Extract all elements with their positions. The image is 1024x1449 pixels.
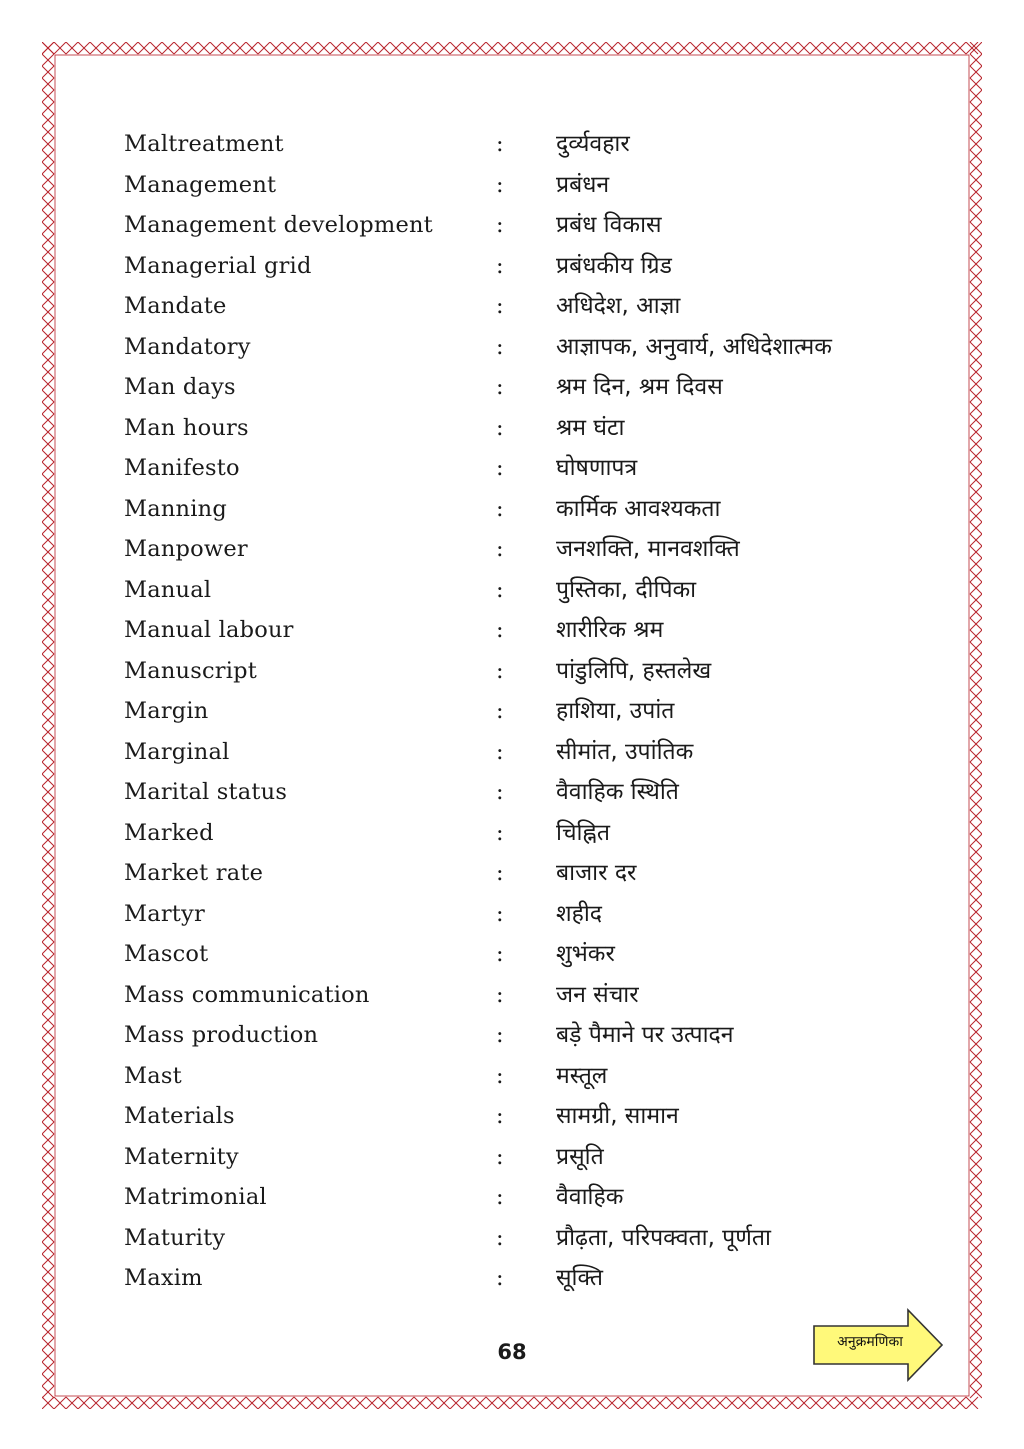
hindi-translation: कार्मिक आवश्यकता xyxy=(556,495,721,522)
hindi-translation: सूक्ति xyxy=(556,1265,603,1291)
separator-colon: : xyxy=(496,131,504,157)
hindi-translation: जन संचार xyxy=(556,981,639,1008)
hindi-translation: जनशक्ति, मानवशक्ति xyxy=(556,536,740,562)
separator-colon: : xyxy=(496,333,504,360)
glossary-row xyxy=(124,975,944,1016)
hindi-translation: अधिदेश, आज्ञा xyxy=(556,293,681,319)
separator-colon: : xyxy=(496,171,504,198)
glossary-row xyxy=(124,1137,944,1178)
english-term: Manifesto xyxy=(124,455,240,481)
english-term: Marital status xyxy=(124,779,288,805)
hindi-translation: श्रम दिन, श्रम दिवस xyxy=(556,374,723,400)
english-term: Mandate xyxy=(124,293,227,319)
hindi-translation: बड़े पैमाने पर उत्पादन xyxy=(556,1022,734,1048)
english-term: Manpower xyxy=(124,536,248,562)
separator-colon: : xyxy=(496,576,504,603)
hindi-translation: प्रबंधकीय ग्रिड xyxy=(556,252,672,279)
english-term: Marked xyxy=(124,819,214,846)
separator-colon: : xyxy=(496,981,504,1008)
separator-colon: : xyxy=(496,1224,504,1251)
english-term: Margin xyxy=(124,698,209,724)
english-term: Martyr xyxy=(124,900,205,927)
english-term: Materials xyxy=(124,1103,235,1129)
separator-colon: : xyxy=(496,900,504,927)
hindi-translation: शुभंकर xyxy=(556,941,615,967)
separator-colon: : xyxy=(496,1022,504,1048)
hindi-translation: शारीरिक श्रम xyxy=(556,617,664,643)
separator-colon: : xyxy=(496,495,504,522)
hindi-translation: बाजार दर xyxy=(556,860,637,886)
separator-colon: : xyxy=(496,1143,504,1170)
english-term: Marginal xyxy=(124,738,230,765)
glossary-row xyxy=(124,124,944,165)
separator-colon: : xyxy=(496,779,504,805)
glossary-row xyxy=(124,246,944,287)
english-term: Mascot xyxy=(124,941,209,967)
glossary-row xyxy=(124,894,944,935)
english-term: Man days xyxy=(124,374,236,400)
glossary-row xyxy=(124,691,944,732)
hindi-translation: सामग्री, सामान xyxy=(556,1103,679,1129)
separator-colon: : xyxy=(496,1103,504,1129)
separator-colon: : xyxy=(496,414,504,441)
hindi-translation: वैवाहिक स्थिति xyxy=(556,779,679,805)
english-term: Mandatory xyxy=(124,333,251,360)
glossary-row xyxy=(124,813,944,854)
english-term: Mass communication xyxy=(124,981,370,1008)
glossary-row xyxy=(124,1096,944,1137)
separator-colon: : xyxy=(496,657,504,684)
page-number: 68 xyxy=(497,1340,527,1364)
english-term: Maltreatment xyxy=(124,131,284,157)
separator-colon: : xyxy=(496,1062,504,1089)
hindi-translation: पांडुलिपि, हस्तलेख xyxy=(556,657,712,684)
hindi-translation: घोषणापत्र xyxy=(556,455,638,481)
hindi-translation: प्रौढ़ता, परिपक्वता, पूर्णता xyxy=(556,1224,771,1251)
separator-colon: : xyxy=(496,212,504,238)
separator-colon: : xyxy=(496,617,504,643)
glossary-row xyxy=(124,934,944,975)
separator-colon: : xyxy=(496,374,504,400)
english-term: Matrimonial xyxy=(124,1184,267,1210)
hindi-translation: वैवाहिक xyxy=(556,1184,624,1210)
glossary-row xyxy=(124,1218,944,1259)
hindi-translation: चिह्नित xyxy=(556,819,610,846)
glossary-row xyxy=(124,367,944,408)
separator-colon: : xyxy=(496,941,504,967)
index-button-label: अनुक्रमणिका xyxy=(837,1334,903,1350)
glossary-row xyxy=(124,408,944,449)
english-term: Maternity xyxy=(124,1143,239,1170)
hindi-translation: प्रबंध विकास xyxy=(556,212,662,238)
separator-colon: : xyxy=(496,860,504,886)
glossary-row xyxy=(124,489,944,530)
hindi-translation: प्रबंधन xyxy=(556,171,610,198)
hindi-translation: दुर्व्यवहार xyxy=(556,131,630,157)
english-term: Manuscript xyxy=(124,657,257,684)
separator-colon: : xyxy=(496,536,504,562)
english-term: Manning xyxy=(124,495,227,522)
english-term: Market rate xyxy=(124,860,264,886)
english-term: Manual labour xyxy=(124,617,294,643)
english-term: Mass production xyxy=(124,1022,319,1048)
separator-colon: : xyxy=(496,455,504,481)
glossary-row xyxy=(124,853,944,894)
glossary-row xyxy=(124,772,944,813)
separator-colon: : xyxy=(496,293,504,319)
glossary-row xyxy=(124,529,944,570)
hindi-translation: हाशिया, उपांत xyxy=(556,698,675,724)
hindi-translation: सीमांत, उपांतिक xyxy=(556,738,694,765)
glossary-row xyxy=(124,1258,944,1299)
hindi-translation: श्रम घंटा xyxy=(556,414,625,441)
glossary-row xyxy=(124,610,944,651)
separator-colon: : xyxy=(496,698,504,724)
separator-colon: : xyxy=(496,252,504,279)
separator-colon: : xyxy=(496,1184,504,1210)
glossary-row xyxy=(124,448,944,489)
english-term: Management development xyxy=(124,212,433,238)
glossary-row xyxy=(124,286,944,327)
hindi-translation: मस्तूल xyxy=(556,1062,608,1089)
hindi-translation: प्रसूति xyxy=(556,1143,604,1170)
glossary-list xyxy=(124,124,944,1299)
english-term: Managerial grid xyxy=(124,252,312,279)
glossary-row xyxy=(124,1177,944,1218)
english-term: Maxim xyxy=(124,1265,203,1291)
glossary-row xyxy=(124,570,944,611)
separator-colon: : xyxy=(496,738,504,765)
english-term: Manual xyxy=(124,576,212,603)
hindi-translation: आज्ञापक, अनुवार्य, अधिदेशात्मक xyxy=(556,333,832,360)
english-term: Mast xyxy=(124,1062,182,1089)
english-term: Man hours xyxy=(124,414,249,441)
separator-colon: : xyxy=(496,1265,504,1291)
hindi-translation: शहीद xyxy=(556,900,603,927)
hindi-translation: पुस्तिका, दीपिका xyxy=(556,576,697,603)
english-term: Management xyxy=(124,171,277,198)
index-button[interactable] xyxy=(812,1308,944,1382)
glossary-row xyxy=(124,327,944,368)
glossary-row xyxy=(124,1015,944,1056)
glossary-row xyxy=(124,1056,944,1097)
english-term: Maturity xyxy=(124,1224,226,1251)
glossary-row xyxy=(124,205,944,246)
glossary-row xyxy=(124,651,944,692)
glossary-row xyxy=(124,165,944,206)
separator-colon: : xyxy=(496,819,504,846)
glossary-row xyxy=(124,732,944,773)
